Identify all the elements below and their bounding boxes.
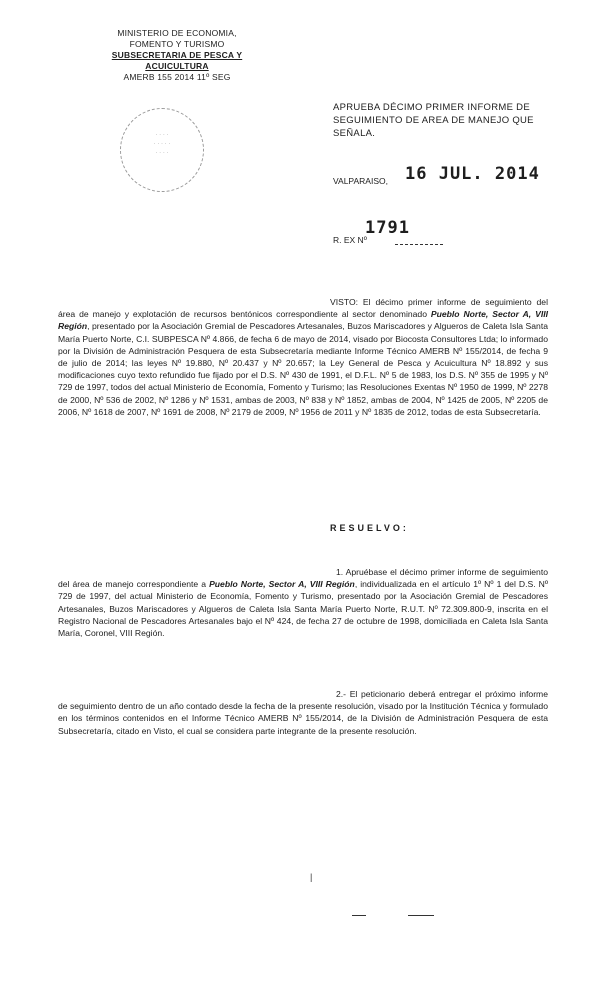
subsecretaria-line: SUBSECRETARIA DE PESCA Y ACUICULTURA [111, 50, 243, 71]
document-date: 16 JUL. 2014 [405, 164, 540, 184]
ministry-line: MINISTERIO DE ECONOMIA, [117, 28, 237, 38]
area-name-2: Pueblo Norte, Sector A, VIII Región [209, 579, 355, 590]
scan-dash [352, 915, 366, 916]
scan-dash-2 [408, 915, 434, 916]
official-seal-stamp [120, 108, 204, 192]
rex-number: 1791 [365, 218, 410, 238]
item-1-text: 1. Apruébase el décimo primer informe de seguimiento del área de manejo correspondiente a [58, 567, 548, 590]
visto-paragraph [58, 296, 548, 418]
scan-mark: | [310, 872, 313, 882]
seal-icon: · · · · · · · · · · · · · [153, 132, 171, 156]
letterhead [92, 28, 262, 83]
ministry-line-2: FOMENTO Y TURISMO [129, 39, 225, 49]
reference-code: AMERB 155 2014 11º SEG [123, 72, 231, 82]
rex-underline [395, 244, 443, 245]
item-1-text-2: , individualizada en el artículo 1º Nº 1 del D.S. Nº 729 de 1997, del actual Ministerio de Economía, Fomento y Turismo, presentado por la Asociación Gremial de Pescadores Artesanales, Buzos Mariscadores y Algueros de Caleta Isla Santa María Puerto Norte, R.U.T. Nº 72.309.800-9, inscrita en el Registro Nacional de Pescadores Artesanales bajo el Nº 424, de fecha 27 de octubre de 1998, domiciliada en Caleta Isla Santa María, Coronel, VIII Región. [58, 579, 548, 639]
area-name: Pueblo Norte, Sector A, VIII Región [58, 309, 548, 332]
resuelvo-heading: RESUELVO: [330, 523, 409, 533]
document-subject: APRUEBA DÉCIMO PRIMER INFORME DE SEGUIMIENTO DE AREA DE MANEJO QUE SEÑALA. [333, 102, 534, 139]
item-2-paragraph: 2.- El peticionario deberá entregar el próximo informe de seguimiento dentro de un año contado desde la fecha de la presente resolución, visado por la Institución Técnica y formulado en los términos contenidos en el Informe Técnico AMERB Nº 155/2014, de la División de Administración Pesquera de esta Subsecretaría, citado en Visto, el cual se considera parte integrante de la presente resolución. [58, 689, 548, 736]
place-label: VALPARAISO, [333, 176, 388, 186]
visto-text-2: , presentado por la Asociación Gremial de Pescadores Artesanales, Buzos Mariscadores y Algueros de Caleta Isla Santa María Puerto Norte, C.I. SUBPESCA Nº 4.866, de fecha 6 de mayo de 2014, visado por Biocosta Consultores Ltda; lo informado por la División de Administración Pesquera de esta Subsecretaría mediante Informe Técnico AMERB Nº 155/2014, de fecha 9 de julio de 2014; las leyes Nº 19.880, Nº 20.437 y Nº 20.657; la Ley General de Pesca y Acuicultura Nº 18.892 y sus modificaciones cuyo texto refundido fue fijado por el D.S. Nº 430 de 1991, el D.F.L. Nº 5 de 1983, los D.S. Nº 355 de 1995 y Nº 729 de 1997, todos del actual Ministerio de Economía, Fomento y Turismo; las Resoluciones Exentas Nº 1950 de 1999, Nº 2278 de 2000, Nº 536 de 2002, Nº 1286 y Nº 1531, ambas de 2003, Nº 838 y Nº 1852, ambas de 2004, Nº 1425 de 2005, Nº 2205 de 2006, Nº 1618 de 2007, Nº 1691 de 2008, Nº 2179 de 2009, Nº 1956 de 2011 y Nº 1835 de 2012, todas de esta Subsecretaría. [58, 321, 548, 417]
item-1-paragraph [58, 566, 548, 639]
rex-label: R. EX Nº [333, 235, 367, 245]
visto-text: VISTO: El décimo primer informe de seguimiento del área de manejo y explotación de recursos bentónicos correspondiente al sector denominado [58, 297, 548, 320]
